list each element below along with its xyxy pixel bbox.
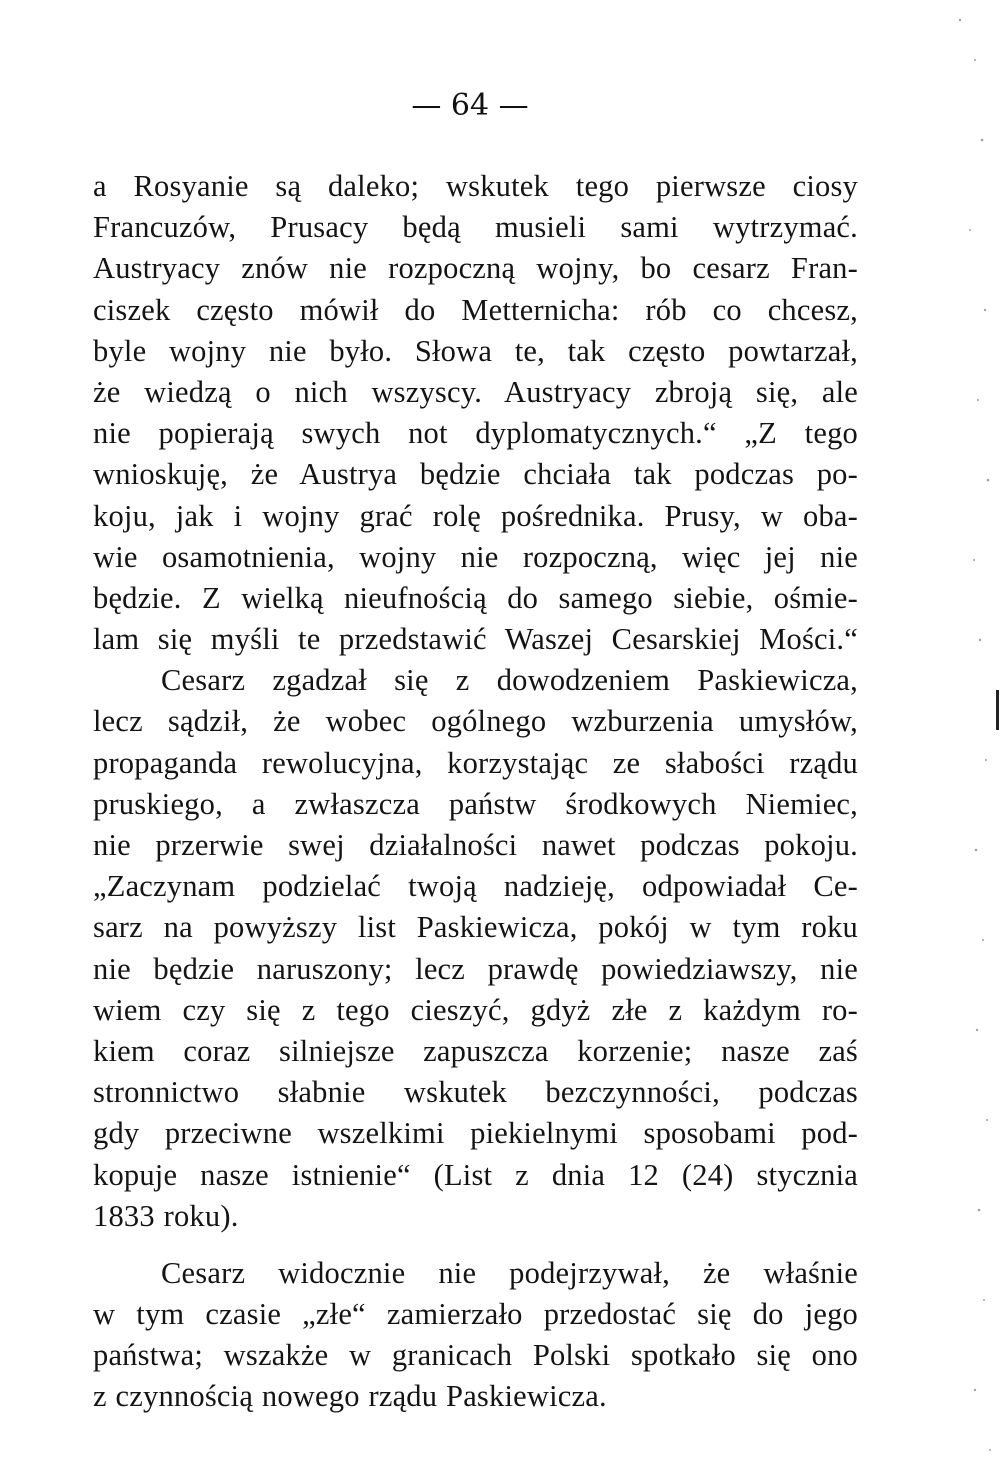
text-line: nie popierają swych not dyplomatycznych.“ „Z tego	[93, 416, 858, 451]
text-line: ciszek często mówił do Metternicha: rób co chcesz,	[93, 292, 858, 327]
text-line: z czynnością nowego rządu Paskiewicza.	[93, 1379, 607, 1414]
text-line: stronnictwo słabnie wskutek bezczynności, podczas	[93, 1075, 858, 1110]
text-line: wie osamotnienia, wojny nie rozpoczną, więc jej nie	[93, 539, 858, 574]
text-line: gdy przeciwne wszelkimi piekielnymi sposobami pod-	[93, 1116, 858, 1151]
text-line: kiem coraz silniejsze zapuszcza korzenie; nasze zaś	[93, 1033, 858, 1068]
text-line: propaganda rewolucyjna, korzystając ze słabości rządu	[93, 745, 858, 780]
text-line: Austryacy znów nie rozpoczną wojny, bo cesarz Fran-	[93, 251, 858, 286]
paragraph-1	[93, 166, 858, 660]
text-line: będzie. Z wielką nieufnością do samego siebie, ośmie-	[93, 580, 858, 615]
text-line: Cesarz widocznie nie podejrzywał, że właśnie	[161, 1255, 858, 1290]
text-line: sarz na powyższy list Paskiewicza, pokój w tym roku	[93, 910, 858, 945]
paragraph-3	[93, 1253, 858, 1418]
text-line: że wiedzą o nich wszyscy. Austryacy zbroją się, ale	[93, 374, 858, 409]
text-line: lecz sądził, że wobec ogólnego wzburzenia umysłów,	[93, 704, 858, 739]
text-line: koju, jak i wojny grać rolę pośrednika. Prusy, w oba-	[93, 498, 858, 533]
text-line: nie przerwie swej działalności nawet podczas pokoju.	[93, 828, 858, 862]
body-text	[93, 166, 858, 1418]
text-line: Francuzów, Prusacy będą musieli sami wytrzymać.	[93, 210, 858, 245]
paragraph-spacer	[93, 1237, 858, 1253]
page-number: — 64 —	[411, 88, 529, 123]
scan-edge-noise	[930, 0, 1000, 1471]
text-line: Cesarz zgadzał się z dowodzeniem Paskiewicza,	[161, 663, 858, 698]
text-line: a Rosyanie są daleko; wskutek tego pierwsze ciosy	[93, 169, 858, 203]
text-line: lam się myśli te przedstawić Waszej Cesarskiej Mości.“	[93, 622, 858, 657]
text-line: kopuje nasze istnienie“ (List z dnia 12 (24) stycznia	[93, 1157, 858, 1192]
text-line: nie będzie naruszony; lecz prawdę powiedziawszy, nie	[93, 951, 858, 986]
text-line: „Zaczynam podzielać twoją nadzieję, odpowiadał Ce-	[93, 869, 858, 904]
text-line: wnioskuję, że Austrya będzie chciała tak podczas po-	[93, 457, 858, 492]
text-line: wiem czy się z tego cieszyć, gdyż złe z każdym ro-	[93, 992, 858, 1027]
paragraph-2	[93, 660, 858, 1237]
text-line: pruskiego, a zwłaszcza państw środkowych Niemiec,	[93, 786, 858, 821]
text-line: państwa; wszakże w granicach Polski spotkało się ono	[93, 1338, 858, 1373]
text-line: w tym czasie „złe“ zamierzało przedostać się do jego	[93, 1297, 858, 1332]
text-line: byle wojny nie było. Słowa te, tak często powtarzał,	[93, 333, 858, 368]
text-line: 1833 roku).	[93, 1198, 239, 1233]
